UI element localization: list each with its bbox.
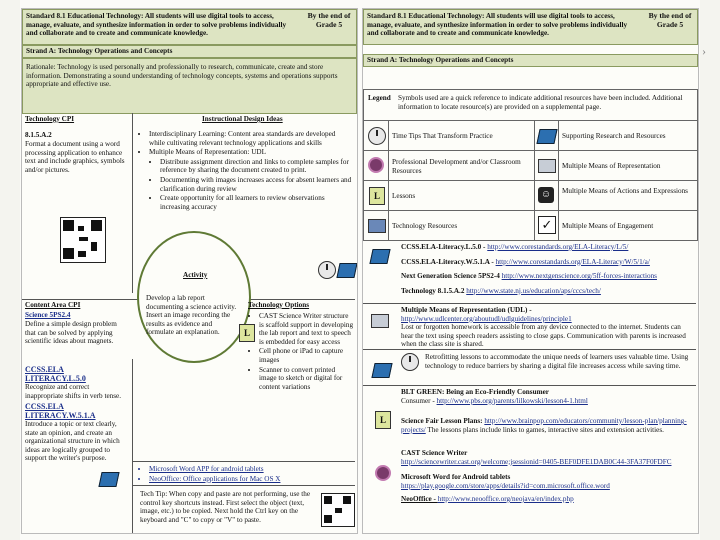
- link-url[interactable]: http://www.state.nj.us/education/aps/cccs/tech/: [466, 286, 601, 295]
- column-divider: [132, 359, 133, 533]
- link-url[interactable]: http://www.nextgenscience.org/5ff-forces-interactions: [501, 272, 657, 281]
- design-subitem: • Distribute assignment direction and links to complete samples for reference by sharing the document created to print.: [160, 158, 352, 175]
- masks-icon: ☺: [538, 187, 554, 203]
- word-link[interactable]: https://play.google.com/store/apps/details?id=com.microsoft.office.word: [401, 481, 610, 490]
- cpi-header: Technology CPI: [25, 115, 75, 123]
- science-text: Define a simple design problem that can be solved by applying scientific ideas about magnets.: [25, 320, 117, 346]
- pd-icon: [375, 465, 391, 481]
- time-tip: Retrofitting lessons to accommodate the unique needs of learners uses valuable time. Using technology to reduce barriers by sharing a digital file increases access while saving time.: [425, 353, 689, 370]
- fair-text: The lessons plans include links to games, interactive sites and extension activities.: [425, 425, 664, 434]
- clock-icon: [318, 261, 336, 279]
- legend-item-label: Multiple Means of Representation: [562, 162, 661, 170]
- udl-icon: [538, 159, 556, 173]
- design-subitem: • Documenting with images increases access for absent learners and clarification during review: [160, 176, 352, 193]
- standard-text: Standard 8.1 Educational Technology: All students will use digital tools to access, manage, evaluate, and synthesize information in order to solve problems individually and collaborate and to create and communicate knowledge.: [367, 12, 628, 38]
- rationale-text: Rationale: Technology is used personally and professionally to research, communicate, create and store information. Demonstrating a sound understanding of technology concepts, systems and operations supports appropriate and effective use.: [26, 63, 338, 89]
- legend-item-label: Supporting Research and Resources: [562, 132, 666, 140]
- grade-label: By the end of Grade 5: [648, 11, 692, 29]
- section-divider: [132, 485, 355, 486]
- clock-icon: [401, 353, 419, 371]
- legend-table: [363, 89, 698, 241]
- tech-tip: Tech Tip: When copy and paste are not performing, use the control key shortcuts instead. First select the object (text, image, etc.) to be copied. Next hold the Ctrl key on the keyboard and "C" to copy or "V" to paste.: [140, 490, 311, 524]
- standard-header: [22, 9, 357, 45]
- link-row: CCSS.ELA-Literacy.W.5.1.A - http://www.corestandards.org/ELA-Literacy/W/5/1/a/: [401, 257, 650, 266]
- fair-section: [401, 417, 694, 434]
- legend-item-label: Multiple Means of Actions and Expressions: [562, 187, 688, 195]
- option-item: • CAST Science Writer structure is scaffold support in developing the lab report and text to speech is embedded for easy access: [259, 312, 354, 346]
- legend-text: Symbols used are a quick reference to indicate additional resources have been included. Additional information to locate resource(s) are provided on a supplemental page.: [398, 94, 683, 111]
- neooffice-link[interactable]: • NeoOffice: Office applications for Mac OS X: [149, 475, 352, 484]
- cpi-text: Format a document using a word processing application to enhance text and include graphics, symbols and/or pictures.: [25, 140, 125, 174]
- standard-header: [363, 9, 698, 45]
- link-row: Technology 8.1.5.A.2 http://www.state.nj.us/education/aps/cccs/tech/: [401, 286, 601, 295]
- activity-text: Develop a lab report documenting a science activity. Insert an image recording the results as evidence and formulate an explanation.: [146, 294, 237, 337]
- link-url[interactable]: http://www.corestandards.org/ELA-Literacy/W/5/1/a/: [495, 257, 650, 266]
- strand-bar: [363, 54, 698, 67]
- legend-item-label: Multiple Means of Engagement: [562, 222, 654, 230]
- word-list: [140, 465, 352, 484]
- books-icon: [536, 129, 557, 144]
- lesson-icon: L: [375, 411, 391, 429]
- lesson-icon: L: [239, 324, 255, 342]
- grade-label: By the end of Grade 5: [307, 11, 351, 29]
- green-title: BLT GREEN: Being an Eco-Friendly Consumer: [401, 388, 549, 396]
- link-row: Next Generation Science 5PS2-4 http://www.nextgenscience.org/5ff-forces-interactions: [401, 272, 657, 281]
- green-section: [401, 388, 694, 405]
- option-item: • Scanner to convert printed image to sketch or digital for content variations: [259, 366, 354, 392]
- books-icon: [369, 249, 390, 264]
- link-row: CCSS.ELA-Literacy.L.5.0 - http://www.corestandards.org/ELA-Literacy/L/5/: [401, 243, 629, 251]
- activity-title: Activity: [183, 271, 208, 279]
- green-link[interactable]: http://www.pbs.org/parents/lilkowski/lesson4-1.html: [436, 396, 588, 405]
- ccss2-code: CCSS.ELA LITERACY.W.5.1.A: [25, 402, 96, 420]
- science-code: Science 5PS2.4: [25, 311, 71, 319]
- legend-item-label: Time Tips That Transform Practice: [392, 132, 493, 140]
- books-icon: [98, 472, 119, 487]
- cpi-code: 8.1.5.A.2: [25, 131, 52, 139]
- options-list: [250, 312, 354, 392]
- design-header: Instructional Design Ideas: [202, 115, 283, 123]
- resource-links: [401, 243, 696, 295]
- right-page: [362, 8, 699, 534]
- cast-section: [401, 449, 694, 466]
- strand-bar: [22, 45, 357, 58]
- fair-link[interactable]: http://www.brainpop.com/educators/community/lesson-plan/planning-projects/: [401, 417, 687, 434]
- neo-link[interactable]: http://www.neooffice.org/neojava/en/index.php: [437, 495, 574, 503]
- qr-code-small[interactable]: [321, 493, 355, 527]
- strand-text: Strand A: Technology Operations and Concepts: [367, 56, 514, 64]
- rationale-box: [22, 58, 357, 114]
- legend-item-label: Technology Resources: [392, 222, 458, 230]
- design-list: [140, 130, 352, 212]
- column-divider: [132, 113, 133, 293]
- strand-text: Strand A: Technology Operations and Concepts: [26, 47, 173, 55]
- word-section: [401, 473, 694, 490]
- legend-item-label: Professional Development and/or Classroom Resources: [392, 158, 521, 175]
- section-divider: [363, 303, 696, 304]
- ccss2-text: Introduce a topic or text clearly, state an opinion, and create an organizational structure in which ideas are logically grouped to support the writer's purpose.: [25, 420, 120, 463]
- neo-title: NeoOffice -: [401, 495, 438, 503]
- computer-icon: [368, 219, 386, 233]
- fair-title: Science Fair Lesson Plans:: [401, 417, 485, 425]
- legend-item-label: Lessons: [392, 192, 416, 200]
- green-label: Consumer -: [401, 396, 437, 405]
- word-app-link[interactable]: • Microsoft Word APP for android tablets: [149, 465, 352, 474]
- cast-link[interactable]: http://sciencewriter.cast.org/welcome;jsessionid=0405-BEF0DFE1DAB0C44-3FA37F0FDFC: [401, 457, 672, 466]
- check-icon: ✓: [538, 216, 556, 234]
- design-item: • Multiple Means of Representation: UDL: [149, 148, 352, 157]
- udl-text: Lost or forgotten homework is accessible from any device connected to the internet. Students can hear the text using speech readers assisting to close gaps. Communication with parents is increased when the class site is shared.: [401, 323, 686, 349]
- books-icon: [371, 363, 392, 378]
- design-item: • Interdisciplinary Learning: Content area standards are developed while cultivating relevant technology applications and skills: [149, 130, 352, 147]
- chevron-icon[interactable]: ›: [702, 44, 706, 58]
- option-item: • Cell phone or iPad to capture images: [259, 347, 354, 364]
- udl-icon: [371, 314, 389, 328]
- ccss1-code: CCSS.ELA LITERACY.L.5.0: [25, 365, 86, 383]
- pd-icon: [368, 157, 384, 173]
- neo-section: [401, 495, 694, 504]
- udl-section: [401, 306, 694, 349]
- lesson-icon: L: [369, 187, 385, 205]
- legend-label: Legend: [368, 94, 391, 102]
- left-page: [21, 8, 358, 534]
- design-subitem: • Create opportunity for all learners to review observations increasing accuracy: [160, 194, 352, 211]
- word-title: Microsoft Word for Android tablets: [401, 473, 511, 481]
- qr-code-left[interactable]: [60, 217, 106, 263]
- content-header: Content Area CPI: [25, 301, 81, 309]
- right-margin: [700, 0, 720, 540]
- options-header: Technology Options: [248, 301, 310, 309]
- section-divider: [363, 385, 696, 386]
- cast-title: CAST Science Writer: [401, 449, 468, 457]
- section-divider: [363, 349, 696, 350]
- books-icon: [336, 263, 357, 278]
- link-url[interactable]: http://www.corestandards.org/ELA-Literacy/L/5/: [487, 243, 629, 251]
- udl-title: Multiple Means of Representation (UDL) -: [401, 306, 532, 314]
- standard-text: Standard 8.1 Educational Technology: All students will use digital tools to access, manage, evaluate, and synthesize information in order to solve problems individually and collaborate and to create and communicate knowledge.: [26, 12, 287, 38]
- udl-link[interactable]: http://www.udlcenter.org/aboutudl/udlguidelines/principle1: [401, 314, 572, 323]
- section-divider: [132, 461, 355, 462]
- left-margin: [0, 0, 20, 540]
- clock-icon: [368, 127, 386, 145]
- ccss1-text: Recognize and correct inappropriate shifts in verb tense.: [25, 383, 122, 400]
